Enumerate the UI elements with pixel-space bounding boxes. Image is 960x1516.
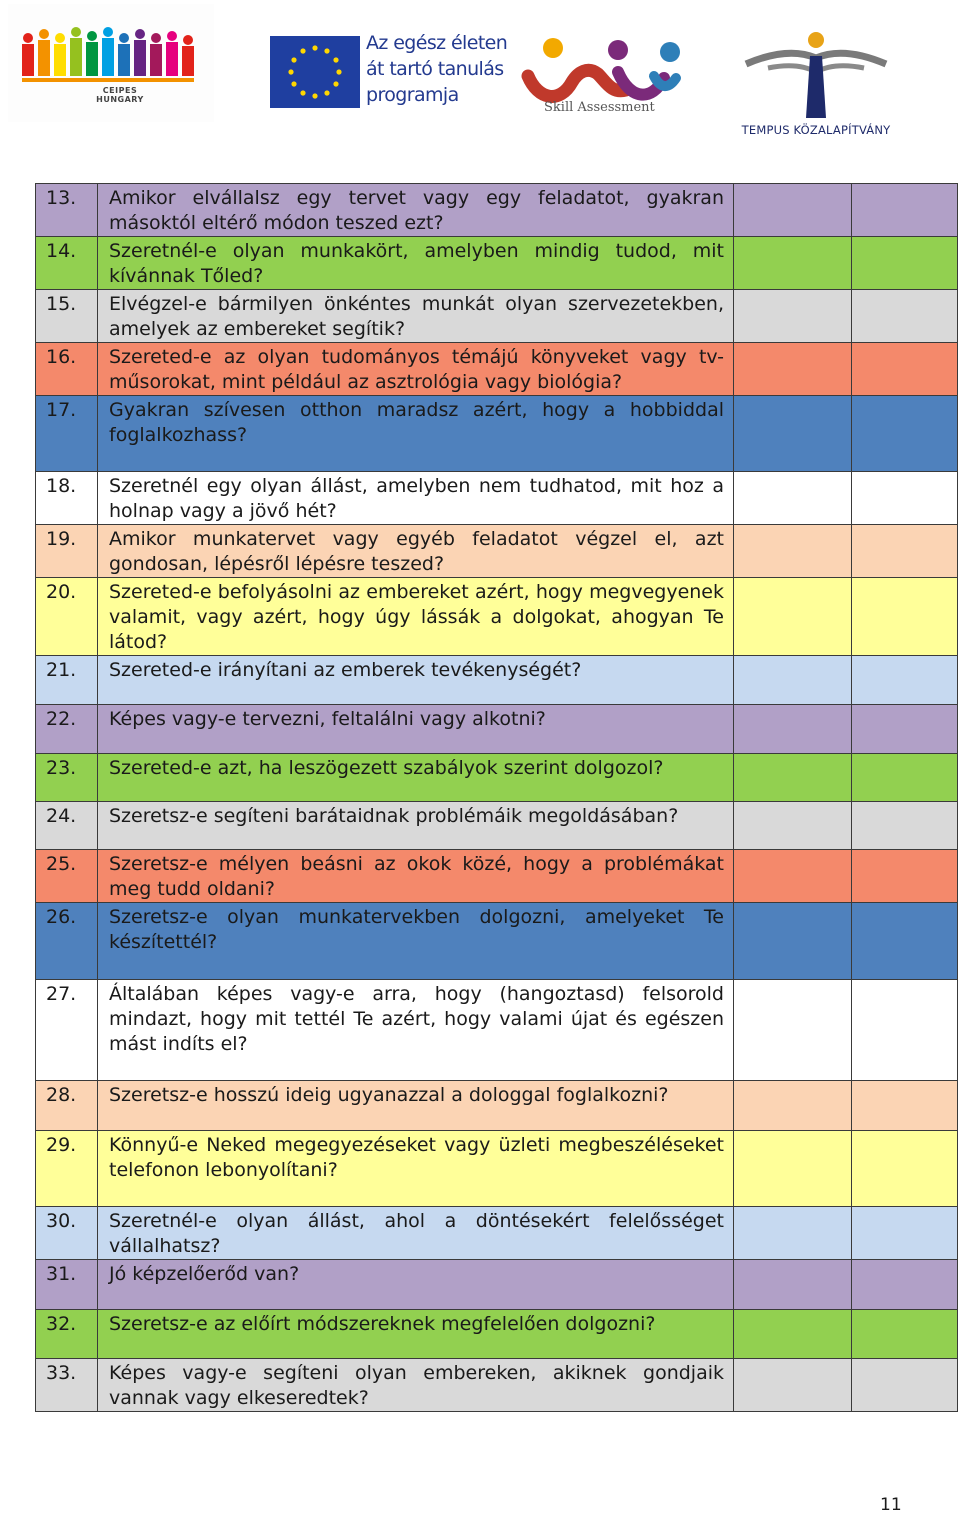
answer-box[interactable] xyxy=(852,903,958,980)
eu-program-line: át tartó tanulás xyxy=(366,58,504,80)
question-row xyxy=(36,290,958,343)
answer-box[interactable] xyxy=(852,472,958,525)
answer-box[interactable] xyxy=(734,237,852,290)
questionnaire-body xyxy=(36,184,958,1412)
question-number: 27. xyxy=(36,980,98,1081)
answer-box[interactable] xyxy=(852,1260,958,1310)
question-number: 16. xyxy=(36,343,98,396)
question-row xyxy=(36,396,958,472)
answer-box[interactable] xyxy=(734,184,852,237)
answer-box[interactable] xyxy=(734,1207,852,1260)
answer-box[interactable] xyxy=(734,903,852,980)
question-number: 13. xyxy=(36,184,98,237)
question-row xyxy=(36,578,958,656)
question-text: Szeretnél-e olyan állást, ahol a döntésekért felelősséget vállalhatsz? xyxy=(98,1207,734,1260)
question-row xyxy=(36,850,958,903)
question-number: 20. xyxy=(36,578,98,656)
answer-box[interactable] xyxy=(734,1081,852,1131)
question-number: 29. xyxy=(36,1131,98,1207)
answer-box[interactable] xyxy=(852,1310,958,1359)
answer-box[interactable] xyxy=(852,525,958,578)
answer-box[interactable] xyxy=(852,1081,958,1131)
question-text: Képes vagy-e segíteni olyan embereken, akiknek gondjaik vannak vagy elkeseredtek? xyxy=(98,1359,734,1412)
question-text: Amikor munkatervet vagy egyéb feladatot végzel el, azt gondosan, lépésről lépésre teszed? xyxy=(98,525,734,578)
question-text: Könnyű-e Neked megegyezéseket vagy üzleti megbeszéléseket telefonon lebonyolítani? xyxy=(98,1131,734,1207)
question-text: Gyakran szívesen otthon maradsz azért, hogy a hobbiddal foglalkozhass? xyxy=(98,396,734,472)
question-text: Szereted-e irányítani az emberek tevékenységét? xyxy=(98,656,734,705)
answer-box[interactable] xyxy=(734,802,852,850)
answer-box[interactable] xyxy=(734,1310,852,1359)
question-text: Szeretnél egy olyan állást, amelyben nem tudhatod, mit hoz a holnap vagy a jövő hét? xyxy=(98,472,734,525)
question-text: Szeretsz-e mélyen beásni az okok közé, hogy a problémákat meg tudd oldani? xyxy=(98,850,734,903)
page-number: 11 xyxy=(880,1495,902,1515)
answer-box[interactable] xyxy=(734,525,852,578)
question-number: 23. xyxy=(36,754,98,802)
answer-box[interactable] xyxy=(734,1359,852,1412)
question-text: Szereted-e befolyásolni az embereket azért, hogy megvegyenek valamit, vagy azért, hogy úgy lássák a dolgokat, ahogyan Te látod? xyxy=(98,578,734,656)
question-row xyxy=(36,1131,958,1207)
question-number: 30. xyxy=(36,1207,98,1260)
ceipes-people-icon xyxy=(8,4,214,122)
answer-box[interactable] xyxy=(852,656,958,705)
answer-box[interactable] xyxy=(734,396,852,472)
question-text: Szeretsz-e segíteni barátaidnak problémáik megoldásában? xyxy=(98,802,734,850)
question-row xyxy=(36,656,958,705)
question-row xyxy=(36,237,958,290)
answer-box[interactable] xyxy=(734,578,852,656)
question-text: Szeretsz-e olyan munkatervekben dolgozni, amelyeket Te készítettél? xyxy=(98,903,734,980)
eu-flag-icon xyxy=(270,36,360,108)
question-number: 24. xyxy=(36,802,98,850)
question-number: 31. xyxy=(36,1260,98,1310)
question-row xyxy=(36,184,958,237)
question-number: 22. xyxy=(36,705,98,754)
answer-box[interactable] xyxy=(734,705,852,754)
answer-box[interactable] xyxy=(734,850,852,903)
answer-box[interactable] xyxy=(852,396,958,472)
eu-program-line: programja xyxy=(366,84,459,106)
answer-box[interactable] xyxy=(734,980,852,1081)
question-number: 18. xyxy=(36,472,98,525)
question-row xyxy=(36,754,958,802)
answer-box[interactable] xyxy=(852,1131,958,1207)
answer-box[interactable] xyxy=(852,1359,958,1412)
question-row xyxy=(36,1207,958,1260)
question-row xyxy=(36,1260,958,1310)
question-text: Amikor elvállalsz egy tervet vagy egy feladatot, gyakran másoktól eltérő módon teszed ezt? xyxy=(98,184,734,237)
question-text: Szeretnél-e olyan munkakört, amelyben mindig tudod, mit kívánnak Tőled? xyxy=(98,237,734,290)
answer-box[interactable] xyxy=(852,980,958,1081)
question-row xyxy=(36,472,958,525)
question-number: 17. xyxy=(36,396,98,472)
question-text: Általában képes vagy-e arra, hogy (hangoztasd) felsorold mindazt, hogy mit tettél Te azért, hogy valami újat és egészen mást indíts el? xyxy=(98,980,734,1081)
question-number: 14. xyxy=(36,237,98,290)
question-text: Jó képzelőerőd van? xyxy=(98,1260,734,1310)
ceipes-logo xyxy=(8,4,214,122)
question-number: 33. xyxy=(36,1359,98,1412)
question-row xyxy=(36,903,958,980)
answer-box[interactable] xyxy=(852,290,958,343)
answer-box[interactable] xyxy=(852,1207,958,1260)
answer-box[interactable] xyxy=(734,343,852,396)
answer-box[interactable] xyxy=(852,578,958,656)
answer-box[interactable] xyxy=(852,343,958,396)
question-row xyxy=(36,980,958,1081)
question-number: 15. xyxy=(36,290,98,343)
answer-box[interactable] xyxy=(734,656,852,705)
answer-box[interactable] xyxy=(734,1131,852,1207)
answer-box[interactable] xyxy=(852,802,958,850)
header-logos xyxy=(0,0,960,150)
answer-box[interactable] xyxy=(852,850,958,903)
answer-box[interactable] xyxy=(852,237,958,290)
question-row xyxy=(36,525,958,578)
answer-box[interactable] xyxy=(734,472,852,525)
eu-program-title xyxy=(366,30,526,108)
questionnaire-table xyxy=(35,183,958,1412)
answer-box[interactable] xyxy=(734,1260,852,1310)
ceipes-label: CEIPES HUNGARY xyxy=(96,86,144,104)
question-text: Szereted-e az olyan tudományos témájú könyveket vagy tv-műsorokat, mint például az asztrológia vagy biológia? xyxy=(98,343,734,396)
tempus-label: TEMPUS KÖZALAPÍTVÁNY xyxy=(741,123,891,137)
question-row xyxy=(36,1081,958,1131)
question-number: 19. xyxy=(36,525,98,578)
question-number: 25. xyxy=(36,850,98,903)
question-text: Szeretsz-e hosszú ideig ugyanazzal a dologgal foglalkozni? xyxy=(98,1081,734,1131)
question-row xyxy=(36,705,958,754)
question-row xyxy=(36,1310,958,1359)
question-row xyxy=(36,343,958,396)
question-text: Képes vagy-e tervezni, feltalálni vagy alkotni? xyxy=(98,705,734,754)
question-row xyxy=(36,1359,958,1412)
answer-box[interactable] xyxy=(852,184,958,237)
question-number: 26. xyxy=(36,903,98,980)
question-text: Szeretsz-e az előírt módszereknek megfelelően dolgozni? xyxy=(98,1310,734,1359)
answer-box[interactable] xyxy=(852,754,958,802)
skill-assessment-label: Skill Assessment xyxy=(544,100,655,115)
answer-box[interactable] xyxy=(852,705,958,754)
question-row xyxy=(36,802,958,850)
question-number: 28. xyxy=(36,1081,98,1131)
question-text: Szereted-e azt, ha leszögezett szabályok szerint dolgozol? xyxy=(98,754,734,802)
answer-box[interactable] xyxy=(734,290,852,343)
eu-program-line: Az egész életen xyxy=(366,32,508,54)
answer-box[interactable] xyxy=(734,754,852,802)
question-number: 32. xyxy=(36,1310,98,1359)
question-text: Elvégzel-e bármilyen önkéntes munkát olyan szervezetekben, amelyek az embereket segítik? xyxy=(98,290,734,343)
question-number: 21. xyxy=(36,656,98,705)
